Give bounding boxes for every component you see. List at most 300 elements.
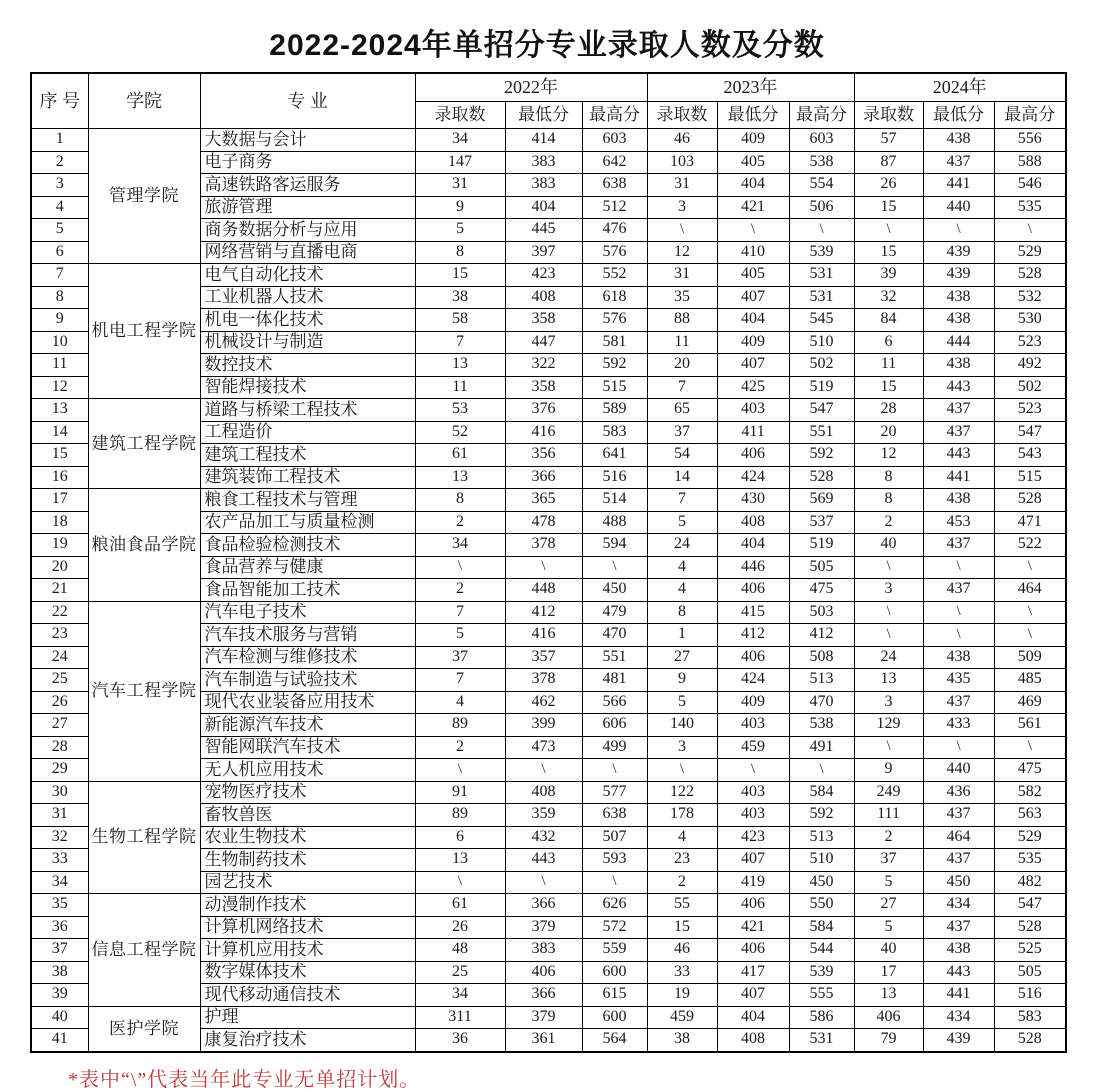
cell-min-score-2023: 406 (717, 646, 789, 669)
cell-max-score-2024: \ (994, 556, 1066, 579)
cell-admit-count-2024: 3 (854, 579, 923, 602)
cell-admit-count-2023: 9 (647, 669, 717, 692)
cell-admit-count-2023: 35 (647, 286, 717, 309)
table-row (31, 601, 1066, 624)
cell-admit-count-2024: 79 (854, 1029, 923, 1052)
cell-admit-count-2022: 37 (415, 646, 505, 669)
cell-max-score-2022: 512 (582, 196, 647, 219)
cell-admit-count-2022: 13 (415, 466, 505, 489)
table-row (31, 781, 1066, 804)
cell-min-score-2024: 443 (923, 961, 994, 984)
cell-min-score-2024: \ (923, 219, 994, 242)
cell-admit-count-2023: 20 (647, 354, 717, 377)
cell-admit-count-2024: 9 (854, 759, 923, 782)
cell-major: 机械设计与制造 (200, 331, 415, 354)
cell-max-score-2022: 581 (582, 331, 647, 354)
cell-min-score-2023: 405 (717, 151, 789, 174)
cell-min-score-2024: 434 (923, 894, 994, 917)
cell-min-score-2023: 419 (717, 871, 789, 894)
cell-max-score-2023: 554 (789, 174, 854, 197)
cell-min-score-2022: 408 (505, 286, 582, 309)
cell-min-score-2022: 383 (505, 151, 582, 174)
cell-seq: 32 (31, 826, 88, 849)
cell-admit-count-2023: 3 (647, 736, 717, 759)
cell-seq: 27 (31, 714, 88, 737)
cell-min-score-2022: \ (505, 759, 582, 782)
table-row (31, 489, 1066, 512)
cell-major: 生物制药技术 (200, 849, 415, 872)
cell-min-score-2023: 421 (717, 916, 789, 939)
cell-min-score-2022: \ (505, 556, 582, 579)
cell-admit-count-2022: 31 (415, 174, 505, 197)
header-year-2024: 2024年 (854, 73, 1066, 102)
cell-max-score-2023: 539 (789, 241, 854, 264)
cell-admit-count-2022: 34 (415, 534, 505, 557)
cell-max-score-2022: 638 (582, 174, 647, 197)
cell-max-score-2024: 471 (994, 511, 1066, 534)
cell-max-score-2023: 584 (789, 781, 854, 804)
cell-admit-count-2024: 8 (854, 489, 923, 512)
cell-admit-count-2024: 5 (854, 916, 923, 939)
cell-admit-count-2023: 459 (647, 1006, 717, 1029)
cell-max-score-2022: 572 (582, 916, 647, 939)
cell-min-score-2023: 459 (717, 736, 789, 759)
cell-min-score-2023: 415 (717, 601, 789, 624)
cell-admit-count-2024: 5 (854, 871, 923, 894)
cell-admit-count-2022: 8 (415, 489, 505, 512)
cell-admit-count-2022: 5 (415, 624, 505, 647)
cell-min-score-2023: 406 (717, 444, 789, 467)
cell-max-score-2022: 499 (582, 736, 647, 759)
cell-admit-count-2024: 12 (854, 444, 923, 467)
cell-major: 智能网联汽车技术 (200, 736, 415, 759)
cell-max-score-2024: 535 (994, 196, 1066, 219)
cell-admit-count-2024: 111 (854, 804, 923, 827)
cell-admit-count-2022: 15 (415, 264, 505, 287)
cell-admit-count-2023: 12 (647, 241, 717, 264)
cell-admit-count-2023: 31 (647, 174, 717, 197)
cell-admit-count-2024: 15 (854, 196, 923, 219)
cell-min-score-2023: 430 (717, 489, 789, 512)
cell-admit-count-2024: 2 (854, 511, 923, 534)
cell-min-score-2024: 440 (923, 759, 994, 782)
cell-admit-count-2022: 8 (415, 241, 505, 264)
cell-min-score-2024: 450 (923, 871, 994, 894)
cell-min-score-2023: 404 (717, 534, 789, 557)
cell-admit-count-2023: 37 (647, 421, 717, 444)
cell-admit-count-2022: 89 (415, 804, 505, 827)
cell-admit-count-2022: 2 (415, 736, 505, 759)
cell-admit-count-2023: 5 (647, 691, 717, 714)
cell-admit-count-2023: 3 (647, 196, 717, 219)
cell-min-score-2023: 405 (717, 264, 789, 287)
cell-admit-count-2023: 33 (647, 961, 717, 984)
cell-min-score-2022: 383 (505, 174, 582, 197)
cell-max-score-2023: 506 (789, 196, 854, 219)
cell-major: 食品营养与健康 (200, 556, 415, 579)
cell-admit-count-2024: 15 (854, 241, 923, 264)
cell-admit-count-2022: 26 (415, 916, 505, 939)
header-year-2023: 2023年 (647, 73, 854, 102)
cell-admit-count-2024: 13 (854, 984, 923, 1007)
cell-admit-count-2024: 39 (854, 264, 923, 287)
cell-seq: 9 (31, 309, 88, 332)
cell-admit-count-2023: 15 (647, 916, 717, 939)
cell-admit-count-2023: 4 (647, 579, 717, 602)
cell-admit-count-2022: 311 (415, 1006, 505, 1029)
cell-seq: 5 (31, 219, 88, 242)
cell-max-score-2022: 642 (582, 151, 647, 174)
cell-seq: 6 (31, 241, 88, 264)
cell-admit-count-2022: 34 (415, 984, 505, 1007)
cell-admit-count-2023: 88 (647, 309, 717, 332)
cell-seq: 37 (31, 939, 88, 962)
cell-admit-count-2022: 13 (415, 354, 505, 377)
cell-max-score-2023: \ (789, 759, 854, 782)
cell-min-score-2024: 438 (923, 489, 994, 512)
cell-admit-count-2022: 36 (415, 1029, 505, 1052)
cell-min-score-2022: 408 (505, 781, 582, 804)
cell-admit-count-2022: \ (415, 871, 505, 894)
cell-seq: 41 (31, 1029, 88, 1052)
cell-min-score-2022: 443 (505, 849, 582, 872)
cell-max-score-2022: \ (582, 759, 647, 782)
cell-major: 电子商务 (200, 151, 415, 174)
header-admit-2024: 录取数 (854, 102, 923, 129)
cell-min-score-2022: 478 (505, 511, 582, 534)
cell-min-score-2022: 379 (505, 916, 582, 939)
cell-max-score-2023: 510 (789, 849, 854, 872)
cell-max-score-2024: 485 (994, 669, 1066, 692)
cell-max-score-2023: 555 (789, 984, 854, 1007)
cell-admit-count-2023: 46 (647, 129, 717, 152)
cell-max-score-2022: 603 (582, 129, 647, 152)
cell-max-score-2023: 584 (789, 916, 854, 939)
cell-min-score-2022: 378 (505, 669, 582, 692)
cell-max-score-2024: 563 (994, 804, 1066, 827)
cell-seq: 35 (31, 894, 88, 917)
cell-admit-count-2022: 4 (415, 691, 505, 714)
cell-max-score-2024: 535 (994, 849, 1066, 872)
cell-max-score-2023: 544 (789, 939, 854, 962)
cell-admit-count-2022: 91 (415, 781, 505, 804)
header-min-2024: 最低分 (923, 102, 994, 129)
cell-admit-count-2022: 7 (415, 601, 505, 624)
cell-max-score-2024: 547 (994, 421, 1066, 444)
cell-major: 畜牧兽医 (200, 804, 415, 827)
cell-major: 工程造价 (200, 421, 415, 444)
admission-score-table (30, 72, 1067, 1053)
cell-min-score-2024: 433 (923, 714, 994, 737)
cell-min-score-2022: 357 (505, 646, 582, 669)
cell-college: 医护学院 (88, 1006, 200, 1052)
footnote: *表中“\”代表当年此专业无单招计划。 (68, 1068, 421, 1091)
cell-admit-count-2023: 27 (647, 646, 717, 669)
cell-admit-count-2023: 2 (647, 871, 717, 894)
cell-seq: 21 (31, 579, 88, 602)
table-row (31, 129, 1066, 152)
cell-max-score-2023: 547 (789, 399, 854, 422)
cell-max-score-2022: 606 (582, 714, 647, 737)
cell-min-score-2023: 404 (717, 1006, 789, 1029)
cell-admit-count-2022: 58 (415, 309, 505, 332)
cell-min-score-2023: 404 (717, 174, 789, 197)
cell-min-score-2024: 438 (923, 129, 994, 152)
cell-max-score-2023: 545 (789, 309, 854, 332)
cell-min-score-2023: \ (717, 219, 789, 242)
cell-max-score-2024: \ (994, 219, 1066, 242)
cell-admit-count-2024: \ (854, 556, 923, 579)
cell-major: 道路与桥梁工程技术 (200, 399, 415, 422)
cell-min-score-2022: 383 (505, 939, 582, 962)
cell-min-score-2023: 403 (717, 399, 789, 422)
cell-max-score-2022: 488 (582, 511, 647, 534)
cell-college: 机电工程学院 (88, 264, 200, 399)
cell-admit-count-2024: 57 (854, 129, 923, 152)
cell-min-score-2023: 446 (717, 556, 789, 579)
cell-seq: 18 (31, 511, 88, 534)
cell-min-score-2024: 438 (923, 939, 994, 962)
cell-max-score-2024: 556 (994, 129, 1066, 152)
cell-min-score-2022: 365 (505, 489, 582, 512)
cell-min-score-2023: 424 (717, 466, 789, 489)
cell-admit-count-2024: 3 (854, 691, 923, 714)
cell-max-score-2023: 537 (789, 511, 854, 534)
cell-max-score-2024: 530 (994, 309, 1066, 332)
cell-major: 网络营销与直播电商 (200, 241, 415, 264)
cell-max-score-2023: 550 (789, 894, 854, 917)
cell-min-score-2024: 440 (923, 196, 994, 219)
cell-min-score-2022: 445 (505, 219, 582, 242)
cell-max-score-2024: 543 (994, 444, 1066, 467)
cell-max-score-2022: 552 (582, 264, 647, 287)
cell-min-score-2023: 423 (717, 826, 789, 849)
cell-max-score-2023: 531 (789, 1029, 854, 1052)
cell-seq: 38 (31, 961, 88, 984)
cell-max-score-2024: \ (994, 736, 1066, 759)
cell-max-score-2024: 509 (994, 646, 1066, 669)
cell-admit-count-2024: 87 (854, 151, 923, 174)
cell-min-score-2023: 424 (717, 669, 789, 692)
cell-admit-count-2022: \ (415, 759, 505, 782)
cell-min-score-2024: 439 (923, 241, 994, 264)
cell-major: 计算机应用技术 (200, 939, 415, 962)
cell-max-score-2024: 515 (994, 466, 1066, 489)
table-row (31, 264, 1066, 287)
cell-max-score-2022: \ (582, 556, 647, 579)
cell-min-score-2023: 408 (717, 511, 789, 534)
cell-admit-count-2023: \ (647, 219, 717, 242)
cell-seq: 1 (31, 129, 88, 152)
cell-admit-count-2023: 24 (647, 534, 717, 557)
header-min-2023: 最低分 (717, 102, 789, 129)
header-major: 专 业 (200, 73, 415, 129)
cell-admit-count-2024: 84 (854, 309, 923, 332)
cell-admit-count-2023: 19 (647, 984, 717, 1007)
cell-min-score-2024: \ (923, 736, 994, 759)
cell-min-score-2022: 366 (505, 466, 582, 489)
cell-admit-count-2024: 15 (854, 376, 923, 399)
cell-seq: 2 (31, 151, 88, 174)
cell-min-score-2022: 448 (505, 579, 582, 602)
cell-seq: 24 (31, 646, 88, 669)
cell-max-score-2024: 532 (994, 286, 1066, 309)
cell-major: 汽车技术服务与营销 (200, 624, 415, 647)
cell-min-score-2023: 403 (717, 714, 789, 737)
cell-college: 汽车工程学院 (88, 601, 200, 781)
cell-seq: 30 (31, 781, 88, 804)
cell-max-score-2023: 508 (789, 646, 854, 669)
cell-max-score-2023: 502 (789, 354, 854, 377)
cell-max-score-2023: 586 (789, 1006, 854, 1029)
cell-min-score-2022: \ (505, 871, 582, 894)
cell-major: 汽车制造与试验技术 (200, 669, 415, 692)
cell-min-score-2022: 358 (505, 309, 582, 332)
cell-major: 计算机网络技术 (200, 916, 415, 939)
cell-admit-count-2024: 40 (854, 534, 923, 557)
cell-admit-count-2023: 5 (647, 511, 717, 534)
cell-min-score-2024: 441 (923, 466, 994, 489)
cell-seq: 22 (31, 601, 88, 624)
cell-max-score-2022: 507 (582, 826, 647, 849)
cell-min-score-2023: 403 (717, 804, 789, 827)
cell-admit-count-2024: 129 (854, 714, 923, 737)
cell-major: 康复治疗技术 (200, 1029, 415, 1052)
cell-max-score-2023: 412 (789, 624, 854, 647)
cell-max-score-2022: 638 (582, 804, 647, 827)
cell-max-score-2023: 538 (789, 714, 854, 737)
cell-major: 护理 (200, 1006, 415, 1029)
cell-max-score-2023: \ (789, 219, 854, 242)
cell-admit-count-2024: 37 (854, 849, 923, 872)
cell-max-score-2022: 641 (582, 444, 647, 467)
cell-college: 建筑工程学院 (88, 399, 200, 489)
cell-admit-count-2022: 61 (415, 444, 505, 467)
cell-min-score-2024: 434 (923, 1006, 994, 1029)
cell-admit-count-2022: 13 (415, 849, 505, 872)
cell-min-score-2023: 409 (717, 129, 789, 152)
cell-max-score-2022: 600 (582, 1006, 647, 1029)
cell-major: 电气自动化技术 (200, 264, 415, 287)
cell-min-score-2023: 404 (717, 309, 789, 332)
cell-max-score-2024: 482 (994, 871, 1066, 894)
cell-college: 信息工程学院 (88, 894, 200, 1007)
cell-seq: 31 (31, 804, 88, 827)
cell-max-score-2023: 592 (789, 804, 854, 827)
cell-min-score-2023: 406 (717, 894, 789, 917)
cell-admit-count-2023: 178 (647, 804, 717, 827)
cell-admit-count-2023: 7 (647, 489, 717, 512)
cell-seq: 36 (31, 916, 88, 939)
cell-major: 工业机器人技术 (200, 286, 415, 309)
cell-admit-count-2024: 2 (854, 826, 923, 849)
cell-max-score-2023: 519 (789, 534, 854, 557)
cell-admit-count-2022: 52 (415, 421, 505, 444)
cell-admit-count-2022: 11 (415, 376, 505, 399)
cell-max-score-2022: 577 (582, 781, 647, 804)
cell-seq: 19 (31, 534, 88, 557)
cell-major: 粮食工程技术与管理 (200, 489, 415, 512)
cell-admit-count-2022: 53 (415, 399, 505, 422)
cell-min-score-2024: 437 (923, 421, 994, 444)
cell-min-score-2022: 462 (505, 691, 582, 714)
cell-seq: 14 (31, 421, 88, 444)
cell-min-score-2024: 437 (923, 534, 994, 557)
cell-min-score-2024: 438 (923, 646, 994, 669)
cell-min-score-2022: 416 (505, 624, 582, 647)
cell-max-score-2024: 492 (994, 354, 1066, 377)
cell-admit-count-2024: 24 (854, 646, 923, 669)
cell-min-score-2024: 438 (923, 309, 994, 332)
cell-admit-count-2022: 6 (415, 826, 505, 849)
cell-max-score-2024: 546 (994, 174, 1066, 197)
cell-min-score-2024: 464 (923, 826, 994, 849)
cell-min-score-2023: 406 (717, 579, 789, 602)
cell-min-score-2023: 411 (717, 421, 789, 444)
cell-max-score-2024: 469 (994, 691, 1066, 714)
cell-min-score-2023: \ (717, 759, 789, 782)
cell-admit-count-2023: 65 (647, 399, 717, 422)
cell-max-score-2024: 582 (994, 781, 1066, 804)
cell-admit-count-2022: 2 (415, 579, 505, 602)
cell-admit-count-2024: 8 (854, 466, 923, 489)
cell-max-score-2022: 476 (582, 219, 647, 242)
cell-major: 建筑装饰工程技术 (200, 466, 415, 489)
cell-major: 汽车电子技术 (200, 601, 415, 624)
cell-min-score-2024: \ (923, 601, 994, 624)
cell-admit-count-2022: 147 (415, 151, 505, 174)
cell-min-score-2024: 436 (923, 781, 994, 804)
cell-min-score-2024: 453 (923, 511, 994, 534)
cell-max-score-2022: 551 (582, 646, 647, 669)
cell-admit-count-2024: 27 (854, 894, 923, 917)
cell-min-score-2022: 397 (505, 241, 582, 264)
cell-max-score-2023: 505 (789, 556, 854, 579)
cell-admit-count-2024: 11 (854, 354, 923, 377)
cell-admit-count-2024: 13 (854, 669, 923, 692)
cell-min-score-2022: 366 (505, 984, 582, 1007)
cell-max-score-2022: 589 (582, 399, 647, 422)
cell-admit-count-2023: 46 (647, 939, 717, 962)
cell-max-score-2022: 592 (582, 354, 647, 377)
cell-admit-count-2023: 54 (647, 444, 717, 467)
cell-seq: 11 (31, 354, 88, 377)
cell-max-score-2024: 528 (994, 264, 1066, 287)
cell-max-score-2024: \ (994, 624, 1066, 647)
cell-max-score-2024: 529 (994, 826, 1066, 849)
cell-max-score-2024: 528 (994, 916, 1066, 939)
cell-min-score-2024: 438 (923, 286, 994, 309)
cell-college: 粮油食品学院 (88, 489, 200, 602)
cell-max-score-2023: 569 (789, 489, 854, 512)
cell-major: 高速铁路客运服务 (200, 174, 415, 197)
cell-min-score-2023: 407 (717, 286, 789, 309)
cell-min-score-2023: 406 (717, 939, 789, 962)
cell-admit-count-2022: 38 (415, 286, 505, 309)
cell-min-score-2024: 437 (923, 399, 994, 422)
cell-major: 数字媒体技术 (200, 961, 415, 984)
cell-max-score-2023: 513 (789, 669, 854, 692)
header-max-2024: 最高分 (994, 102, 1066, 129)
cell-max-score-2023: 470 (789, 691, 854, 714)
cell-college: 管理学院 (88, 129, 200, 264)
cell-admit-count-2024: 40 (854, 939, 923, 962)
cell-min-score-2022: 399 (505, 714, 582, 737)
cell-seq: 34 (31, 871, 88, 894)
cell-min-score-2022: 358 (505, 376, 582, 399)
page-title: 2022-2024年单招分专业录取人数及分数 (269, 29, 825, 62)
cell-seq: 33 (31, 849, 88, 872)
